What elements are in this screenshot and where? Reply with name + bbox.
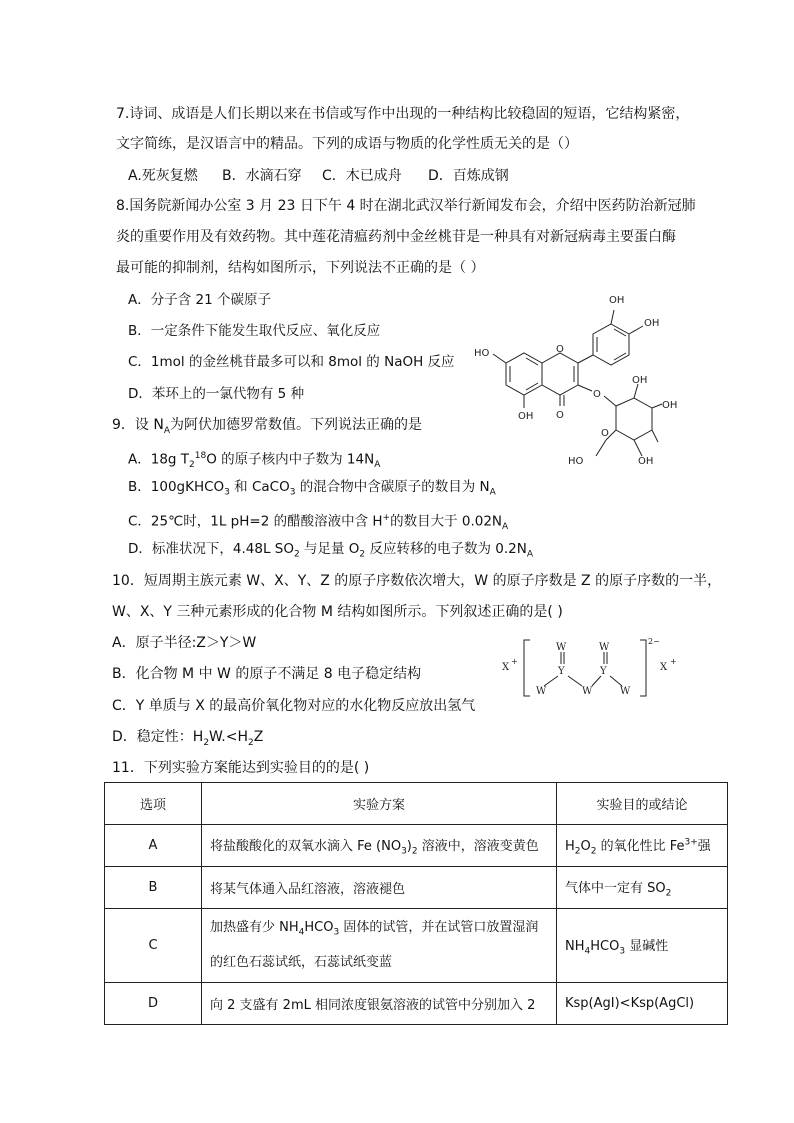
label-charge: 2− (648, 637, 660, 646)
q8-stem-line2: 炎的重要作用及有效药物。其中莲花清瘟药剂中金丝桃苷是一种具有对新冠病毒主要蛋白酶 (116, 229, 676, 245)
label-x-left: X (502, 662, 510, 673)
row-c-plan: 加热盛有少 $NH_4HCO_3$ 固体的试管，并在试管口放置湿润 的红色石蕊试纸，石蕊试纸变蓝 (202, 909, 557, 983)
label-ho-left: HO (474, 348, 490, 359)
row-d-plan: 向 2 支盛有 2mL 相同浓度银氨溶液的试管中分别加入 2 (202, 983, 557, 1025)
label-w4: W (582, 686, 593, 697)
q7-option-a: A.死灰复燃 (128, 168, 198, 184)
label-o-sugar: O (601, 428, 609, 439)
row-b-option: B (105, 867, 202, 909)
q9-option-b: B．100gKHCO$_3$ 和 CaCO$_3$ 的混合物中含碳原子的数目为 $N_A$ (128, 479, 496, 498)
q9-option-c: C．25℃时，1L pH=2 的醋酸溶液中含 H+的数目大于 $0.02N_A$ (128, 513, 509, 533)
header-plan: 实验方案 (202, 783, 557, 825)
compound-m-structure-figure (500, 636, 690, 700)
label-w1: W (556, 642, 567, 653)
label-plus-right: + (670, 657, 677, 666)
hyperoside-structure-figure (466, 288, 696, 470)
q8-option-c: C．1mol 的金丝桃苷最多可以和 8mol 的 NaOH 反应 (128, 354, 455, 370)
label-oh-sugar1: OH (632, 375, 648, 386)
q10-option-d: D．稳定性：$H_2W.<H_2Z$ (112, 729, 264, 748)
row-d-option: D (105, 983, 202, 1025)
q10-option-b: B．化合物 M 中 W 的原子不满足 8 电子稳定结构 (112, 666, 422, 682)
label-plus-left: + (511, 657, 518, 666)
label-w3: W (536, 686, 547, 697)
q8-stem-line3: 最可能的抑制剂，结构如图所示，下列说法不正确的是（ ） (116, 260, 485, 276)
label-o-ring: O (556, 344, 564, 355)
q9-stem: 9．设 $N_A$为阿伏加德罗常数值。下列说法正确的是 (112, 417, 423, 436)
label-oh-sugar2: OH (662, 400, 678, 411)
row-a-plan: 将盐酸酸化的双氧水滴入 Fe $(NO_3)_2$ 溶液中，溶液变黄色 (202, 825, 557, 867)
label-w2: W (599, 642, 610, 653)
row-a-result: $H_2O_2$ 的氧化性比 $Fe^{3+}$强 (557, 825, 728, 867)
row-c-result: $NH_4HCO_3$ 显碱性 (557, 909, 728, 983)
q7-option-b: B．水滴石穿 (222, 168, 302, 184)
q9-option-a: A．18g $T_2^{18}O$ 的原子核内中子数为 $14N_A$ (128, 451, 381, 471)
q7-option-c: C．木已成舟 (322, 168, 402, 184)
q7-option-d: D．百炼成钢 (428, 168, 509, 184)
q10-option-c: C．Y 单质与 X 的最高价氧化物对应的水化物反应放出氢气 (112, 698, 476, 714)
q8-option-b: B．一定条件下能发生取代反应、氧化反应 (128, 323, 381, 339)
q9-option-d: D．标准状况下，4.48L $SO_2$ 与足量 $O_2$ 反应转移的电子数为 $0.2N_A$ (128, 541, 533, 560)
label-oh-top2: OH (644, 318, 660, 329)
q8-stem-line1: 8.国务院新闻办公室 3 月 23 日下午 4 时在湖北武汉举行新闻发布会，介绍中医药防治新冠肺 (116, 198, 696, 214)
label-x-right: X (660, 662, 668, 673)
q7-stem-line1: 7.诗词、成语是人们长期以来在书信或写作中出现的一种结构比较稳固的短语，它结构紧密， (116, 106, 690, 122)
label-oh-bottom: OH (518, 411, 534, 422)
label-o-keto: O (556, 410, 564, 421)
row-a-option: A (105, 825, 202, 867)
label-y1: Y (558, 666, 565, 677)
table-header-row (105, 783, 728, 825)
label-oh-top1: OH (609, 295, 625, 306)
label-w5: W (620, 686, 631, 697)
q10-option-a: A．原子半径:Z＞Y＞W (112, 635, 257, 651)
label-o-link: O (593, 389, 601, 400)
header-option: 选项 (105, 783, 202, 825)
table-row (105, 983, 728, 1025)
label-ho-sugar: HO (568, 456, 584, 467)
table-row (105, 825, 728, 867)
q7-stem-line2: 文字简练，是汉语言中的精品。下列的成语与物质的化学性质无关的是（） (116, 136, 578, 152)
q10-stem-line2: W、X、Y 三种元素形成的化合物 M 结构如图所示。下列叙述正确的是( ) (112, 604, 563, 620)
q8-option-d: D．苯环上的一氯代物有 5 种 (128, 386, 305, 402)
row-b-plan: 将某气体通入品红溶液，溶液褪色 (202, 867, 557, 909)
experiment-table (104, 782, 728, 1025)
row-c-option: C (105, 909, 202, 983)
header-result: 实验目的或结论 (557, 783, 728, 825)
q11-stem: 11．下列实验方案能达到实验目的的是( ) (112, 760, 370, 776)
row-d-result: Ksp(AgI)<Ksp(AgCl) (557, 983, 728, 1025)
q8-option-a: A．分子含 21 个碳原子 (128, 292, 271, 308)
row-b-result: 气体中一定有 $SO_2$ (557, 867, 728, 909)
label-y2: Y (600, 666, 607, 677)
label-oh-sugar3: OH (638, 456, 654, 467)
table-row (105, 909, 728, 983)
table-row (105, 867, 728, 909)
q10-stem-line1: 10．短周期主族元素 W、X、Y、Z 的原子序数依次增大，W 的原子序数是 Z 的原子序数的一半， (112, 573, 722, 589)
